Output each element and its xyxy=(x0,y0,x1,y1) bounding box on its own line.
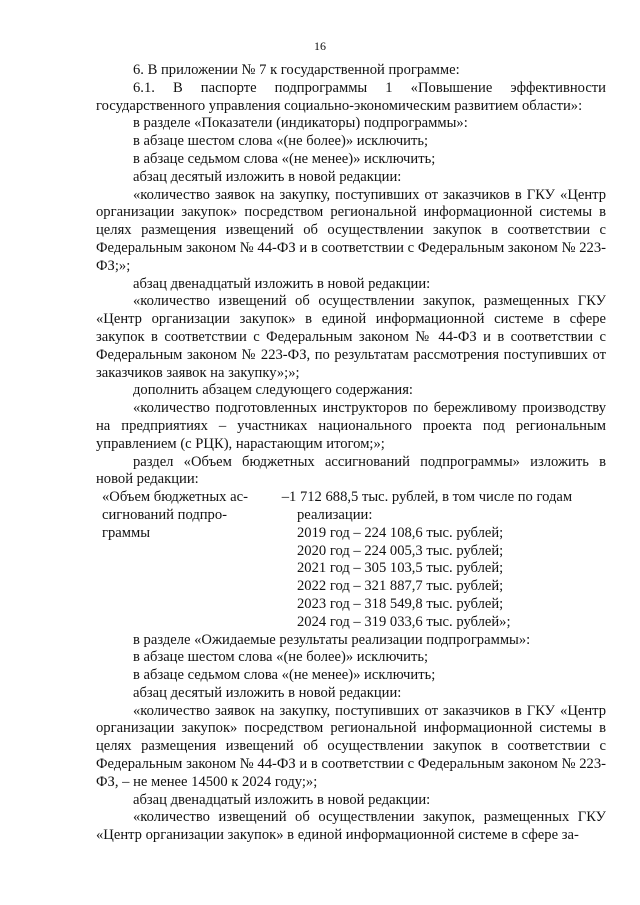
paragraph: «количество подготовленных инструкторов по бережливому производству на предприятиях – участниках национального проекта под региональным управлением (с РЦК), нарастающим итогом;»; xyxy=(96,400,606,452)
budget-total-cont: реализации: xyxy=(297,506,373,523)
paragraph: «количество извещений об осуществлении закупок, размещенных ГКУ «Центр организации закупок» в единой информационной системе в сфере закупок в соответствии с Федеральным законом № 44-ФЗ и в соответствии с Федеральным законом № 223-ФЗ, по результатам рассмотрения поступивших от заказчиков заявок на закупку»;»; xyxy=(96,293,606,381)
paragraph: абзац двенадцатый изложить в новой редакции: xyxy=(133,275,431,292)
budget-year-row: 2023 год – 318 549,8 тыс. рублей; xyxy=(297,595,504,612)
paragraph: в разделе «Ожидаемые результаты реализации подпрограммы»: xyxy=(133,631,531,648)
budget-label-line: «Объем бюджетных ас- xyxy=(102,489,248,506)
page-number: 16 xyxy=(314,39,326,53)
budget-table-label xyxy=(96,489,289,631)
budget-year-row: 2019 год – 224 108,6 тыс. рублей; xyxy=(297,524,504,541)
budget-total: 1 712 688,5 тыс. рублей, в том числе по годам xyxy=(289,489,573,506)
budget-year-row: 2021 год – 305 103,5 тыс. рублей; xyxy=(297,560,504,577)
paragraph: в абзаце седьмом слова «(не менее)» исключить; xyxy=(133,150,436,167)
paragraph: абзац десятый изложить в новой редакции: xyxy=(133,168,402,185)
paragraph: в разделе «Показатели (индикаторы) подпрограммы»: xyxy=(133,115,468,132)
budget-table-values xyxy=(289,489,606,631)
paragraph: абзац десятый изложить в новой редакции: xyxy=(133,684,402,701)
budget-year-row: 2020 год – 224 005,3 тыс. рублей; xyxy=(297,542,504,559)
paragraph: в абзаце седьмом слова «(не менее)» исключить; xyxy=(133,667,436,684)
paragraph: раздел «Объем бюджетных ассигнований подпрограммы» изложить в новой редакции: xyxy=(96,453,606,488)
paragraph: 6.1. В паспорте подпрограммы 1 «Повышение эффективности государственного управления социально-экономическим развитием области»: xyxy=(96,79,606,114)
budget-year-row: 2022 год – 321 887,7 тыс. рублей; xyxy=(297,578,504,595)
budget-dash: – xyxy=(281,489,289,506)
paragraph: абзац двенадцатый изложить в новой редакции: xyxy=(133,791,431,808)
paragraph: 6. В приложении № 7 к государственной программе: xyxy=(133,62,460,78)
paragraph: в абзаце шестом слова «(не более)» исключить; xyxy=(133,133,429,150)
paragraph: «количество извещений об осуществлении закупок, размещенных ГКУ «Центр организации закупок» в единой информационной системе в сфере за- xyxy=(96,809,606,844)
paragraph: в абзаце шестом слова «(не более)» исключить; xyxy=(133,649,429,666)
budget-table xyxy=(96,489,606,631)
paragraph: дополнить абзацем следующего содержания: xyxy=(133,382,413,399)
paragraph: «количество заявок на закупку, поступивших от заказчиков в ГКУ «Центр организации закупок» посредством региональной информационной системы в целях размещения извещений об осуществлении закупок в соответствии с Федеральным законом № 44-ФЗ и в соответствии с Федеральным законом № 223-ФЗ;»; xyxy=(96,186,606,274)
document-body xyxy=(96,62,606,845)
budget-label-line: граммы xyxy=(102,524,151,541)
paragraph: «количество заявок на закупку, поступивших от заказчиков в ГКУ «Центр организации закупок» посредством региональной информационной системы в целях размещения извещений об осуществлении закупок в соответствии с Федеральным законом № 44-ФЗ и в соответствии с Федеральным законом № 223-ФЗ, – не менее 14500 к 2024 году;»; xyxy=(96,702,606,790)
budget-label-line: сигнований подпро- xyxy=(102,506,228,523)
budget-year-row: 2024 год – 319 033,6 тыс. рублей»; xyxy=(297,613,511,630)
